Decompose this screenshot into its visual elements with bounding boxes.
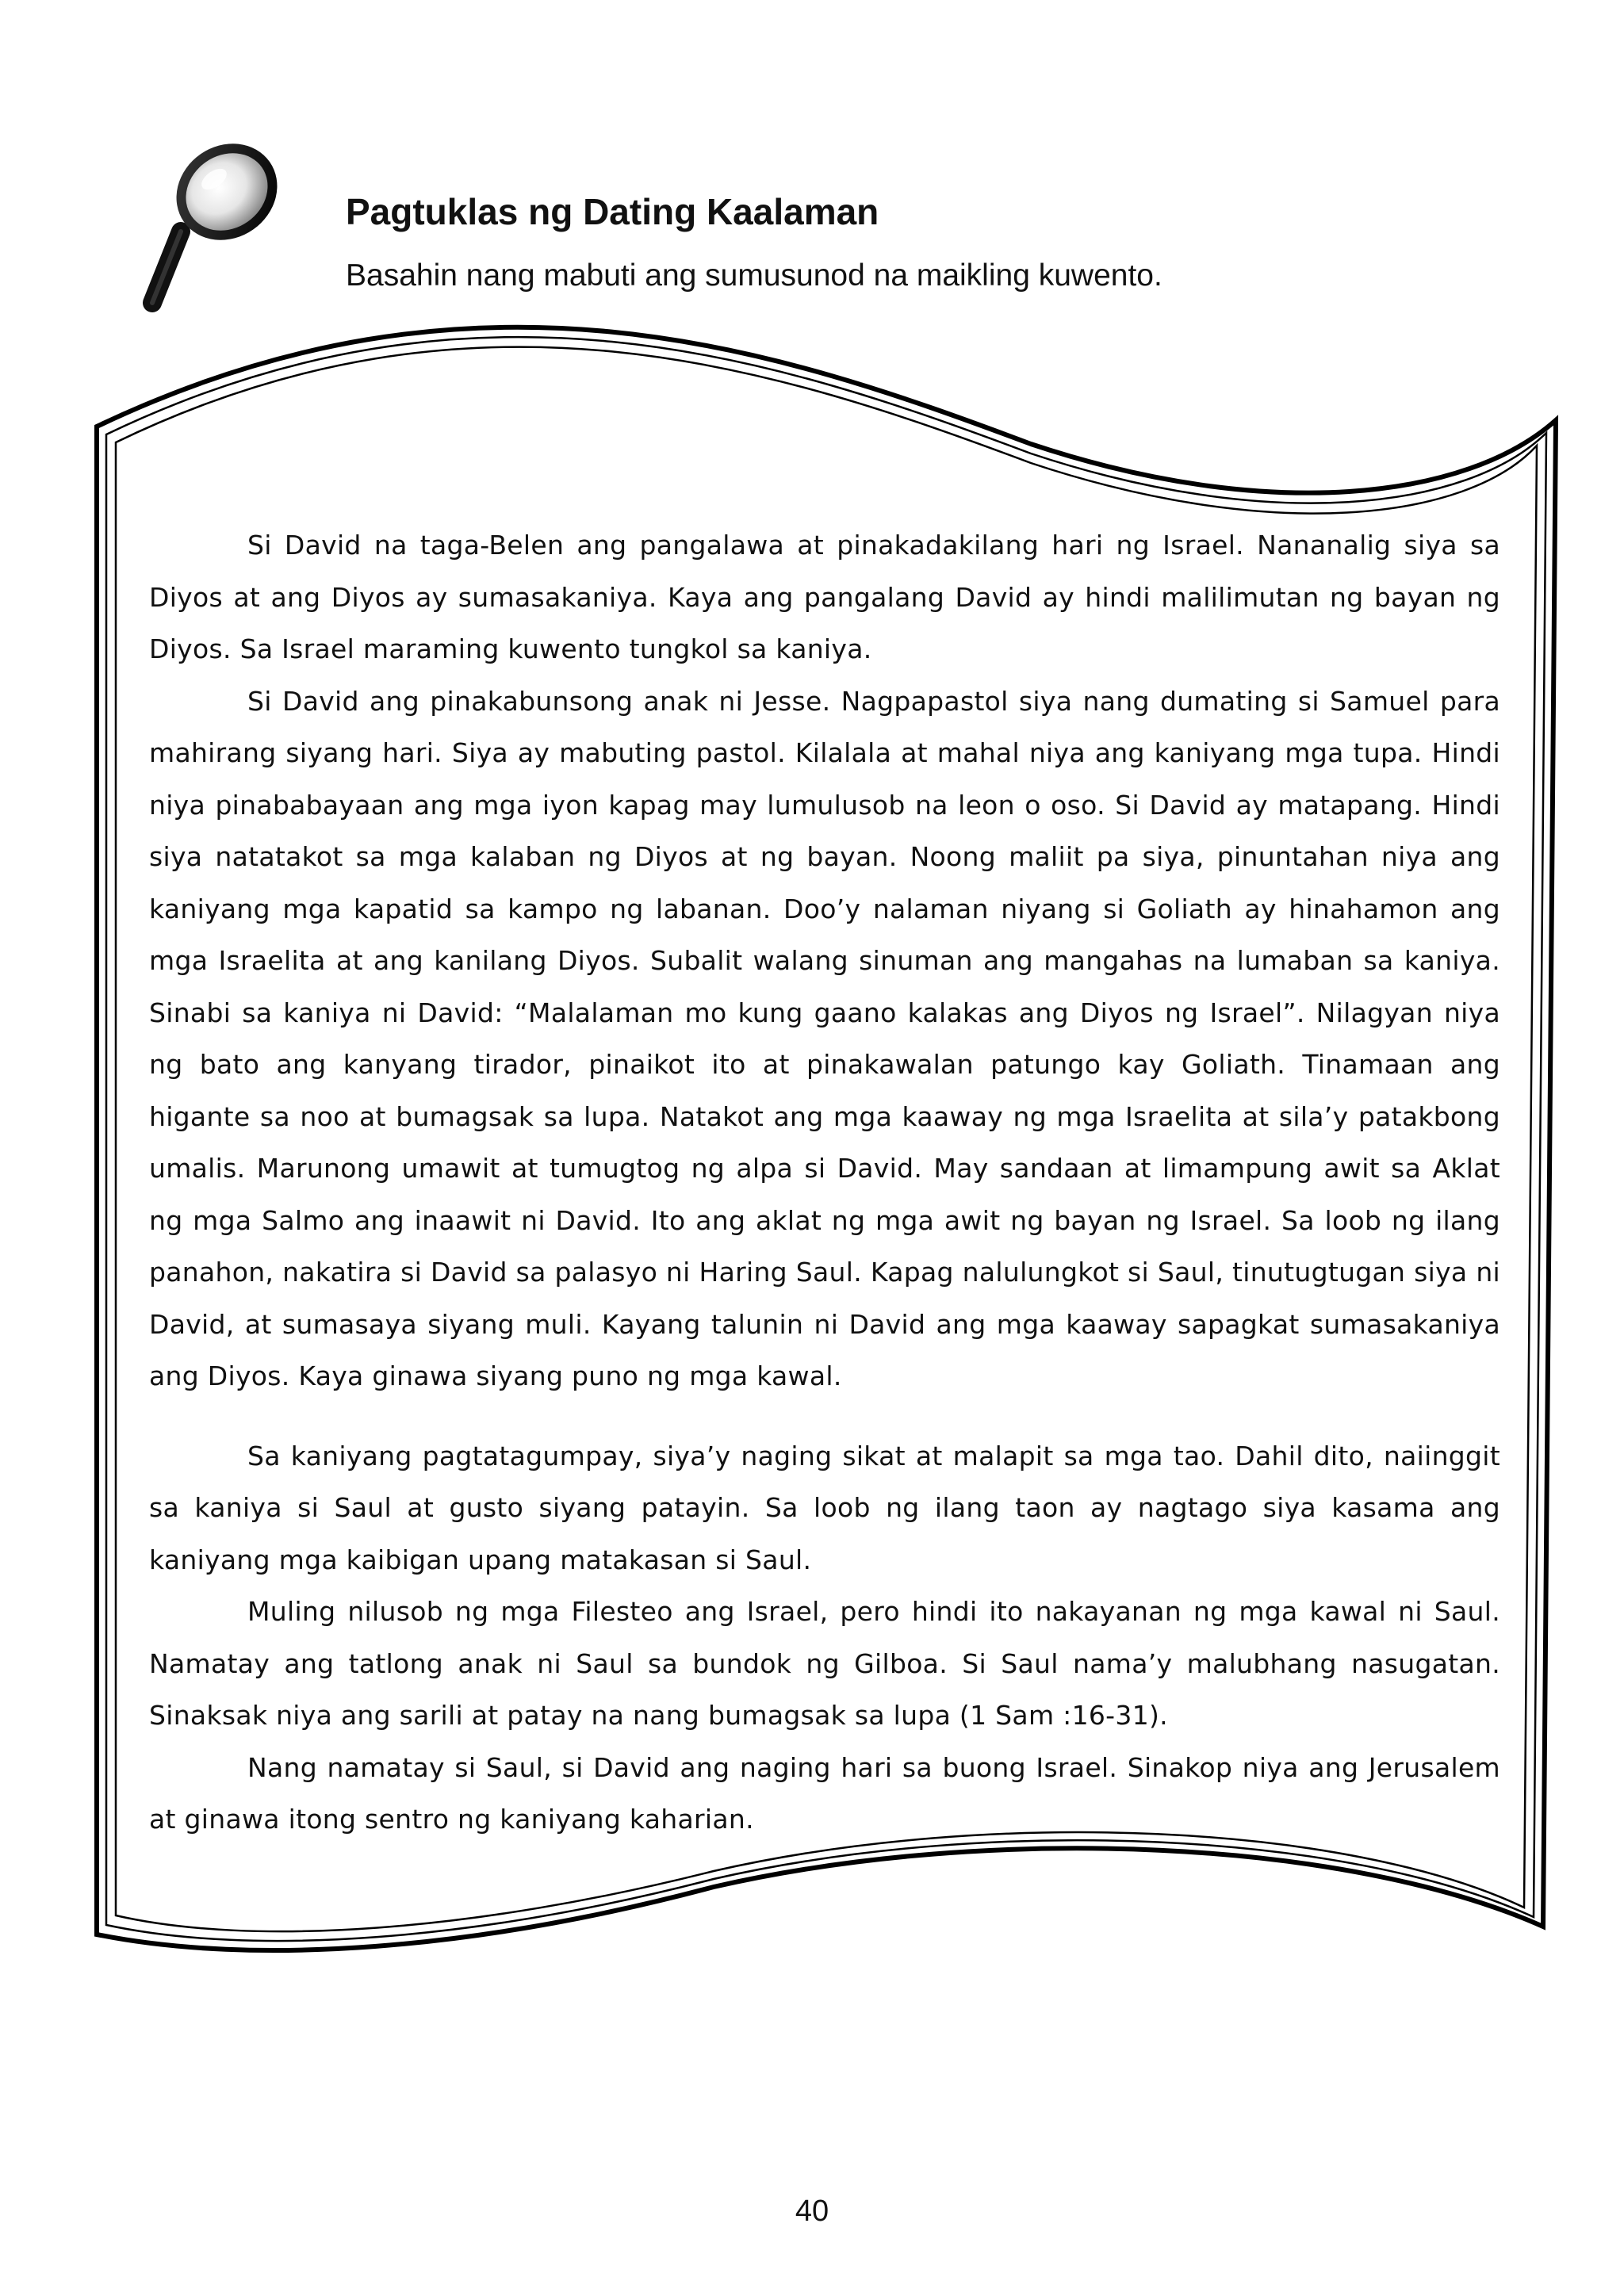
story-paragraph: Sa kaniyang pagtatagumpay, siya’y naging sikat at malapit sa mga tao. Dahil dito, naiinggit sa kaniya si Saul at gusto siyang patayin. Sa loob ng ilang taon ay nagtago siya kasama ang kaniyang mga kaibigan upang matakasan si Saul. [149,1440,1500,1575]
section-instruction: Basahin nang mabuti ang sumusunod na maikling kuwento. [346,258,1162,293]
section-title: Pagtuklas ng Dating Kaalaman [346,191,879,232]
story-paragraph: Si David na taga-Belen ang pangalawa at pinakadakilang hari ng Israel. Nananalig siya sa Diyos at ang Diyos ay sumasakaniya. Kaya ang pangalang David ay hindi malilimutan ng bayan ng Diyos. Sa Israel maraming kuwento tungkol sa kaniya. [149,530,1500,664]
story-paragraph: Si David ang pinakabunsong anak ni Jesse. Nagpapastol siya nang dumating si Samuel para mahirang siyang hari. Siya ay mabuting pastol. Kilalala at mahal niya ang kaniyang mga tupa. Hindi niya pinababayaan ang mga iyon kapag may lumulusob na leon o oso. Si David ay matapang. Hindi siya natatakot sa mga kalaban ng Diyos at ng bayan. Noong maliit pa siya, pinuntahan niya ang kaniyang mga kapatid sa kampo ng labanan. Doo’y nalaman niyang si Goliath ay hinahamon ang mga Israelita at ang kanilang Diyos. Subalit walang sinuman ang mangahas na lumaban sa kaniya. Sinabi sa kaniya ni David: “Malalaman mo kung gaano kalakas ang Diyos ng Israel”. Nilagyan niya ng bato ang kanyang tirador, pinaikot ito at pinakawalan patungo kay Goliath. Tinamaan ang higante sa noo at bumagsak sa lupa. Natakot ang mga kaaway ng mga Israelita at sila’y patakbong umalis. Marunong umawit at tumugtog ng alpa si David. May sandaan at limampung awit sa Aklat ng mga Salmo ang inaawit ni David. Ito ang aklat ng mga awit ng bayan ng Israel. Sa loob ng ilang panahon, nakatira si David sa palasyo ni Haring Saul. Kapag nalulungkot si Saul, tinutugtugan siya ni David, at sumasaya siyang muli. Kayang talunin ni David ang mga kaaway sapagkat sumasakaniya ang Diyos. Kaya ginawa siyang puno ng mga kawal. [149,685,1500,1391]
story-text [149,519,1500,1846]
page-number: 40 [795,2195,829,2228]
story-paragraph: Muling nilusob ng mga Filesteo ang Israel, pero hindi ito nakayanan ng mga kawal ni Saul. Namatay ang tatlong anak ni Saul sa bundok ng Gilboa. Si Saul nama’y malubhang nasugatan. Sinaksak niya ang sarili at patay na nang bumagsak sa lupa (1 Sam :16-31). [149,1596,1500,1731]
story-paragraph: Nang namatay si Saul, si David ang naging hari sa buong Israel. Sinakop niya ang Jerusalem at ginawa itong sentro ng kaniyang kaharian. [149,1751,1500,1835]
